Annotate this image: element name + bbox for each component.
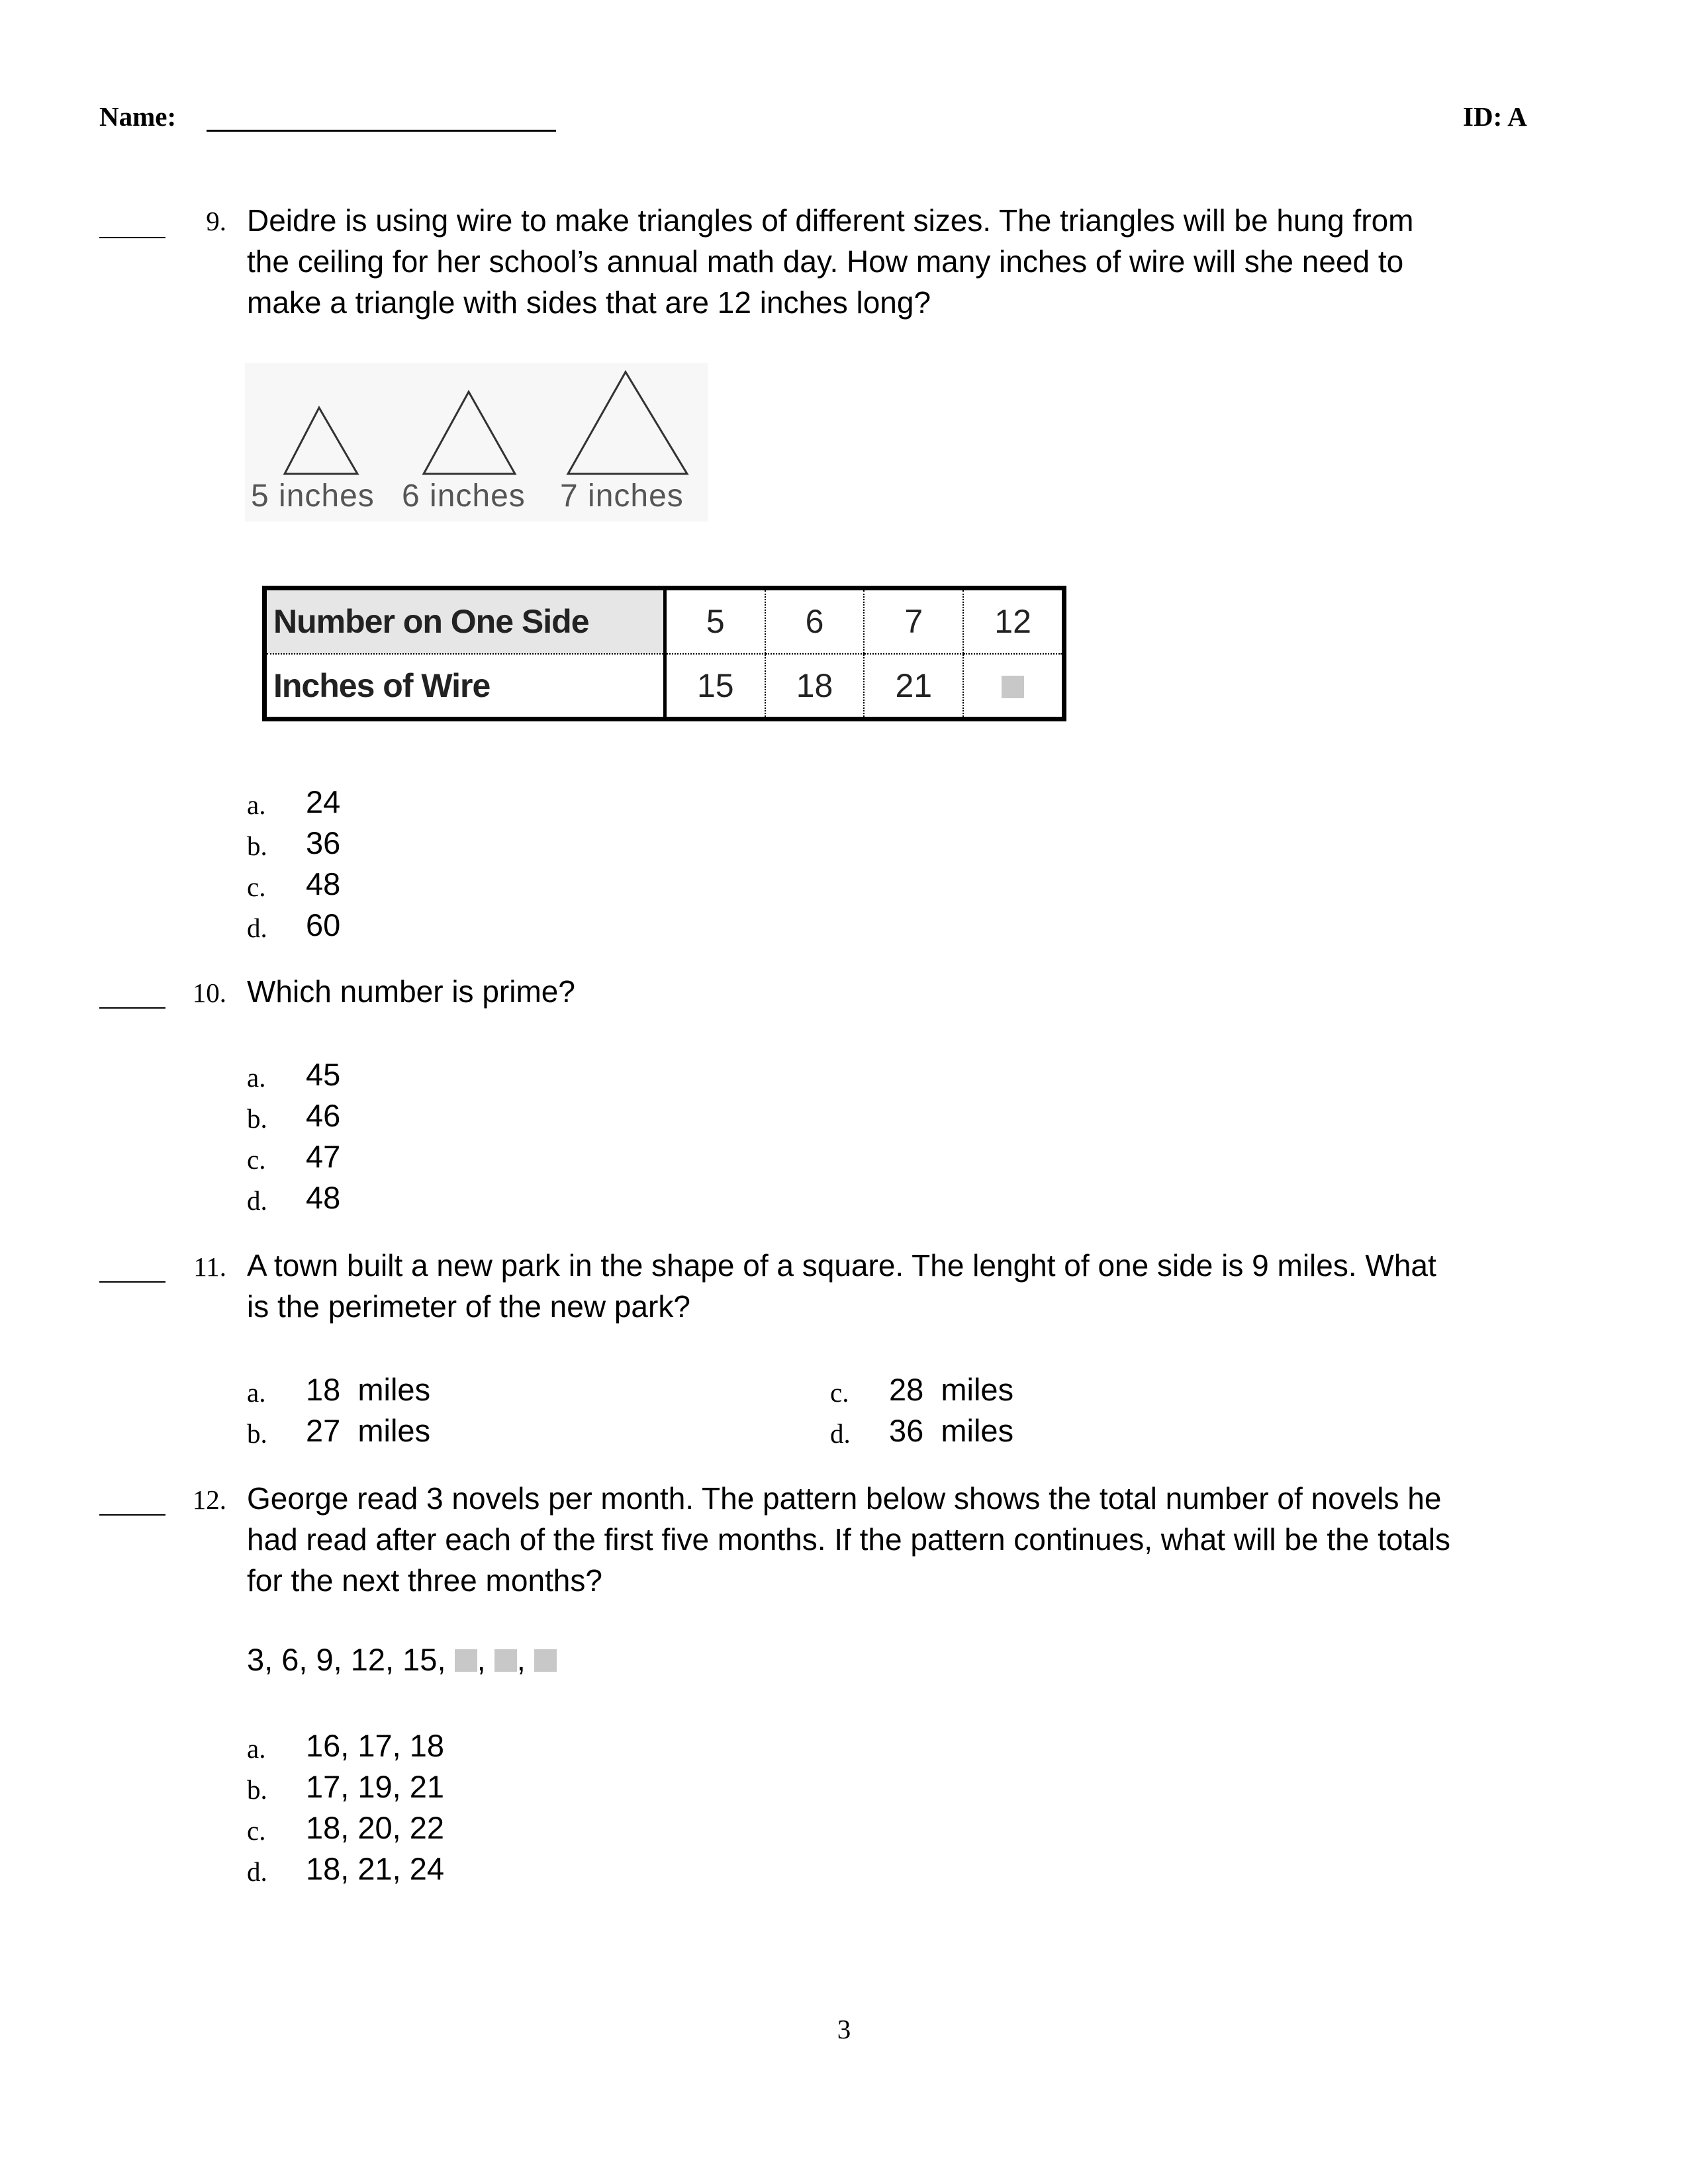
- question-line: for the next three months?: [247, 1563, 602, 1598]
- option-letter: b.: [247, 1774, 267, 1805]
- option-text[interactable]: 17, 19, 21: [306, 1769, 445, 1804]
- option-text[interactable]: 45: [306, 1057, 341, 1092]
- option-letter: b.: [247, 1418, 267, 1449]
- sequence-text: 3, 6, 9, 12, 15,: [247, 1642, 446, 1677]
- triangle-label-6: 6 inches: [402, 478, 526, 514]
- question-line: had read after each of the first five months. If the pattern continues, what will be the totals: [247, 1522, 1451, 1557]
- option-letter: d.: [247, 1185, 267, 1216]
- answer-blank-q9[interactable]: [99, 237, 165, 238]
- question-line: George read 3 novels per month. The pattern below shows the total number of novels he: [247, 1481, 1442, 1516]
- wire-table: [262, 586, 1066, 721]
- question-line: Deidre is using wire to make triangles of different sizes. The triangles will be hung from: [247, 203, 1414, 238]
- option-text[interactable]: 18, 20, 22: [306, 1810, 445, 1845]
- option-letter: a.: [247, 1062, 266, 1093]
- option-text[interactable]: 60: [306, 907, 341, 942]
- unknown-cell: [963, 654, 1064, 719]
- option-text[interactable]: 18, 21, 24: [306, 1851, 445, 1886]
- option-letter: d.: [247, 913, 267, 943]
- option-letter: c.: [830, 1377, 849, 1408]
- row-header: Inches of Wire: [265, 654, 665, 719]
- question-text-q12: [247, 1478, 1450, 1601]
- option-text[interactable]: 36 miles: [889, 1413, 1014, 1448]
- name-input-line[interactable]: [207, 130, 556, 132]
- id-label: ID: A: [1463, 101, 1527, 132]
- question-number: 10.: [192, 978, 226, 1008]
- question-text-q11: [247, 1245, 1436, 1327]
- option-letter: c.: [247, 1144, 266, 1175]
- number-sequence: 3, 6, 9, 12, 15, , ,: [247, 1641, 557, 1678]
- answer-blank-q11[interactable]: [99, 1281, 165, 1283]
- row-header: Number on One Side: [265, 588, 665, 654]
- triangle-label-5: 5 inches: [251, 478, 375, 514]
- option-letter: b.: [247, 1103, 267, 1134]
- name-label: Name:: [99, 101, 177, 132]
- placeholder-box-icon: [494, 1649, 517, 1672]
- table-cell: 21: [864, 654, 963, 719]
- question-text-q9: [247, 200, 1413, 323]
- question-number: 11.: [193, 1251, 226, 1282]
- option-text[interactable]: 47: [306, 1139, 341, 1174]
- option-letter: d.: [247, 1856, 267, 1887]
- table-row: [265, 588, 1064, 654]
- option-text[interactable]: 48: [306, 1180, 341, 1215]
- option-text[interactable]: 24: [306, 784, 341, 819]
- option-letter: a.: [247, 1733, 266, 1764]
- option-letter: a.: [247, 1377, 266, 1408]
- question-line: make a triangle with sides that are 12 inches long?: [247, 285, 931, 320]
- table-cell: 6: [765, 588, 865, 654]
- option-text[interactable]: 27 miles: [306, 1413, 431, 1448]
- table-row: [265, 654, 1064, 719]
- option-letter: a.: [247, 790, 266, 820]
- table-cell: 5: [665, 588, 765, 654]
- placeholder-box-icon: [455, 1649, 477, 1672]
- option-letter: d.: [830, 1418, 851, 1449]
- question-number: 12.: [192, 1484, 226, 1515]
- placeholder-box-icon: [1002, 676, 1024, 698]
- question-line: Which number is prime?: [247, 974, 575, 1009]
- answer-blank-q12[interactable]: [99, 1514, 165, 1516]
- answer-blank-q10[interactable]: [99, 1007, 165, 1009]
- question-line: the ceiling for her school’s annual math day. How many inches of wire will she need to: [247, 244, 1404, 279]
- option-text[interactable]: 16, 17, 18: [306, 1728, 445, 1763]
- option-text[interactable]: 18 miles: [306, 1372, 431, 1407]
- option-letter: b.: [247, 831, 267, 861]
- question-number: 9.: [206, 206, 226, 236]
- option-text[interactable]: 36: [306, 825, 341, 860]
- option-text[interactable]: 46: [306, 1098, 341, 1133]
- triangle-label-7: 7 inches: [560, 478, 684, 514]
- question-line: A town built a new park in the shape of a square. The lenght of one side is 9 miles. What: [247, 1248, 1436, 1283]
- table-cell: 15: [697, 666, 734, 704]
- page-number: 3: [837, 2014, 851, 2044]
- option-letter: c.: [247, 872, 266, 902]
- option-text[interactable]: 48: [306, 866, 341, 901]
- option-text[interactable]: 28 miles: [889, 1372, 1014, 1407]
- placeholder-box-icon: [534, 1649, 557, 1672]
- question-text-q10: [247, 971, 575, 1012]
- option-letter: c.: [247, 1815, 266, 1846]
- table-cell: 12: [963, 588, 1064, 654]
- table-cell: 7: [864, 588, 963, 654]
- table-cell: 18: [765, 654, 865, 719]
- question-line: is the perimeter of the new park?: [247, 1289, 690, 1324]
